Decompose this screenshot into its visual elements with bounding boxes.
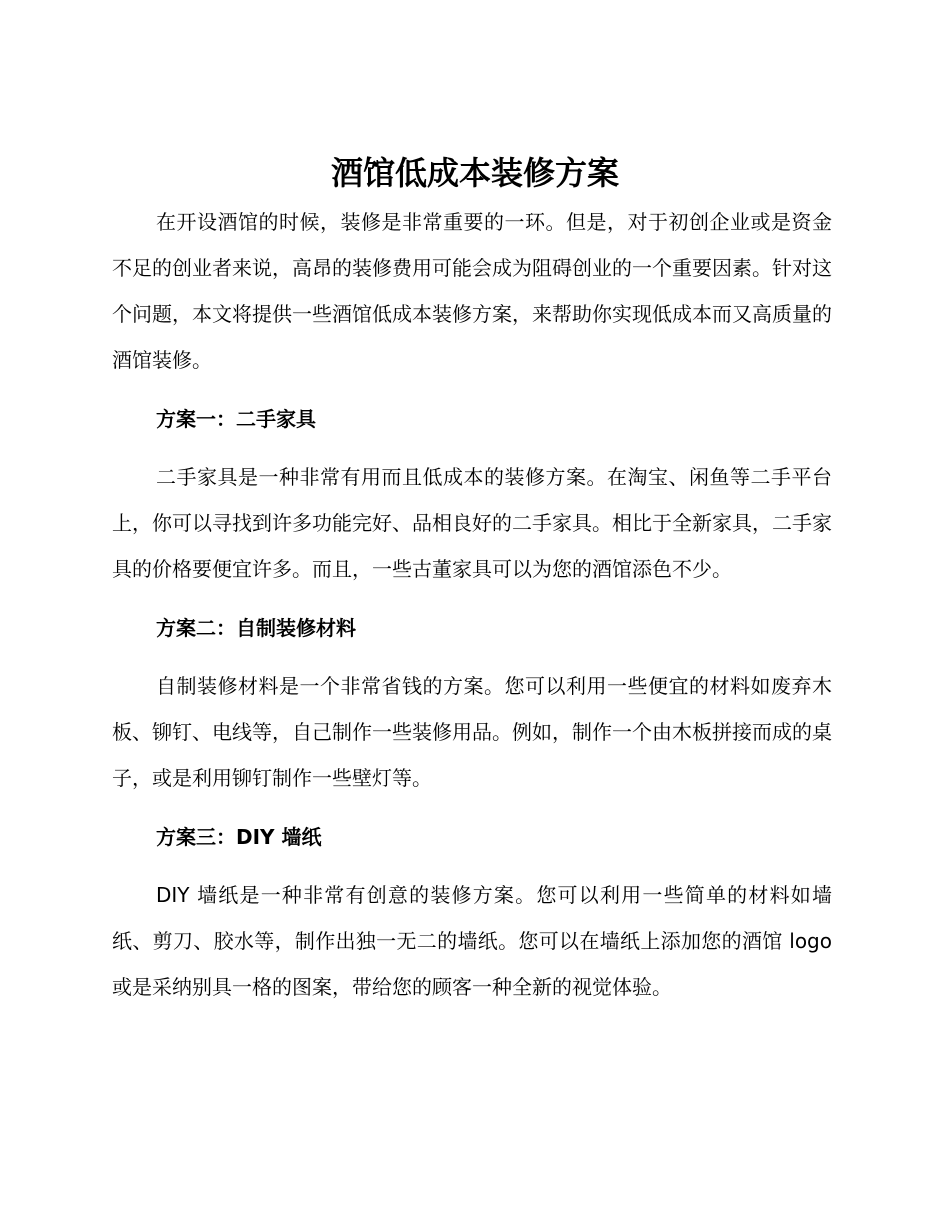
- section-heading-2: 方案二：自制装修材料: [156, 616, 356, 640]
- document-title: 酒馆低成本装修方案: [330, 154, 619, 192]
- section-paragraph-2: 自制装修材料是一个非常省钱的方案。您可以利用一些便宜的材料如废弃木板、铆钉、电线等，自己制作一些装修用品。例如，制作一个由木板拼接而成的桌子，或是利用铆钉制作一些壁灯等。: [112, 674, 832, 790]
- section-heading-1: 方案一：二手家具: [156, 407, 316, 431]
- section-paragraph-1: 二手家具是一种非常有用而且低成本的装修方案。在淘宝、闲鱼等二手平台上，你可以寻找到许多功能完好、品相良好的二手家具。相比于全新家具，二手家具的价格要便宜许多。而且，一些古董家具可以为您的酒馆添色不少。: [112, 465, 832, 581]
- document-body: [112, 199, 832, 1010]
- section-heading-3: 方案三：DIY 墙纸: [156, 825, 322, 849]
- section-paragraph-3: DIY 墙纸是一种非常有创意的装修方案。您可以利用一些简单的材料如墙纸、剪刀、胶水等，制作出独一无二的墙纸。您可以在墙纸上添加您的酒馆 logo 或是采纳别具一格的图案，带给您的顾客一种全新的视觉体验。: [112, 883, 832, 999]
- intro-paragraph: 在开设酒馆的时候，装修是非常重要的一环。但是，对于初创企业或是资金不足的创业者来说，高昂的装修费用可能会成为阻碍创业的一个重要因素。针对这个问题，本文将提供一些酒馆低成本装修方案，来帮助你实现低成本而又高质量的酒馆装修。: [112, 210, 832, 372]
